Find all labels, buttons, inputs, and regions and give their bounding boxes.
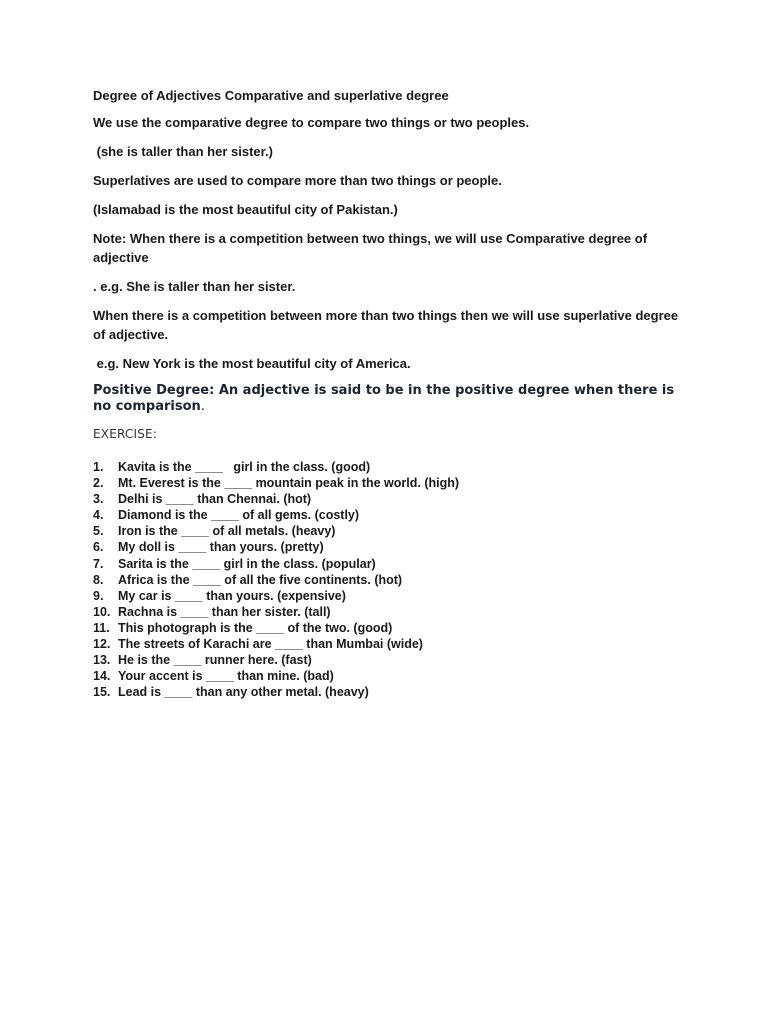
exercise-text: He is the ____ runner here. (fast) bbox=[118, 653, 312, 668]
exercise-item bbox=[93, 572, 693, 588]
exercise-item bbox=[93, 636, 693, 652]
document-body bbox=[93, 86, 693, 700]
exercise-text: The streets of Karachi are ____ than Mumbai (wide) bbox=[118, 637, 423, 652]
exercise-item bbox=[93, 507, 693, 523]
exercise-text: Mt. Everest is the ____ mountain peak in the world. (high) bbox=[118, 476, 460, 491]
document-title: Degree of Adjectives Comparative and superlative degree bbox=[93, 88, 449, 103]
exercise-text: This photograph is the ____ of the two. (good) bbox=[118, 620, 393, 635]
exercise-item bbox=[93, 588, 693, 604]
exercise-text: Delhi is ____ than Chennai. (hot) bbox=[118, 492, 312, 507]
exercise-text: Your accent is ____ than mine. (bad) bbox=[118, 669, 334, 684]
exercise-item bbox=[93, 620, 693, 636]
positive-degree-label: Positive Degree bbox=[93, 383, 210, 398]
exercise-number: 4. bbox=[93, 508, 104, 523]
exercise-number: 13. bbox=[93, 653, 111, 668]
exercise-number: 14. bbox=[93, 669, 111, 684]
paragraph-comparative-definition: We use the comparative degree to compare two things or two peoples. bbox=[93, 115, 530, 130]
exercise-text: Africa is the ____ of all the five continents. (hot) bbox=[118, 572, 403, 587]
exercise-item bbox=[93, 475, 693, 491]
exercise-number: 7. bbox=[93, 556, 104, 571]
exercise-text: Kavita is the ____ girl in the class. (good) bbox=[118, 460, 371, 474]
exercise-item bbox=[93, 604, 693, 620]
exercise-text: My doll is ____ than yours. (pretty) bbox=[118, 540, 324, 555]
exercise-number: 1. bbox=[93, 460, 104, 474]
exercise-number: 15. bbox=[93, 685, 111, 700]
exercise-text: My car is ____ than yours. (expensive) bbox=[118, 588, 346, 603]
exercise-item bbox=[93, 539, 693, 555]
positive-degree-end: . bbox=[200, 399, 205, 414]
positive-degree-definition bbox=[93, 383, 693, 415]
exercise-number: 6. bbox=[93, 540, 104, 555]
paragraph-superlative-definition: Superlatives are used to compare more than two things or people. bbox=[93, 173, 502, 188]
positive-degree-text: : An adjective is said to be in the positive degree when there is no comparison bbox=[93, 383, 675, 414]
exercise-item bbox=[93, 652, 693, 668]
exercise-number: 12. bbox=[93, 637, 111, 652]
exercise-item bbox=[93, 459, 693, 475]
paragraph-comparative-example: (she is taller than her sister.) bbox=[93, 144, 273, 159]
exercise-number: 9. bbox=[93, 588, 104, 603]
paragraph-superlative-example: (Islamabad is the most beautiful city of Pakistan.) bbox=[93, 202, 398, 217]
exercise-item bbox=[93, 684, 693, 700]
exercise-number: 10. bbox=[93, 604, 111, 619]
paragraph-superlative-rule-example: e.g. New York is the most beautiful city of America. bbox=[93, 356, 411, 371]
paragraph-superlative-rule: When there is a competition between more than two things then we will use superlative degree of adjective. bbox=[93, 308, 682, 342]
exercise-item bbox=[93, 668, 693, 684]
exercise-text: Sarita is the ____ girl in the class. (popular) bbox=[118, 556, 376, 571]
exercise-list bbox=[93, 459, 693, 700]
exercise-item bbox=[93, 523, 693, 539]
exercise-number: 11. bbox=[93, 620, 110, 635]
exercise-number: 5. bbox=[93, 524, 104, 539]
exercise-text: Iron is the ____ of all metals. (heavy) bbox=[118, 524, 336, 539]
exercise-item bbox=[93, 491, 693, 507]
paragraph-note-example: . e.g. She is taller than her sister. bbox=[93, 279, 296, 294]
exercise-heading: EXERCISE: bbox=[93, 427, 158, 441]
exercise-text: Diamond is the ____ of all gems. (costly) bbox=[118, 508, 360, 523]
exercise-number: 2. bbox=[93, 476, 104, 491]
paragraph-note: Note: When there is a competition between two things, we will use Comparative degree of adjective bbox=[93, 231, 651, 265]
exercise-number: 3. bbox=[93, 492, 104, 507]
exercise-item bbox=[93, 556, 693, 572]
exercise-number: 8. bbox=[93, 572, 104, 587]
exercise-text: Lead is ____ than any other metal. (heavy) bbox=[118, 685, 369, 700]
exercise-text: Rachna is ____ than her sister. (tall) bbox=[118, 604, 331, 619]
